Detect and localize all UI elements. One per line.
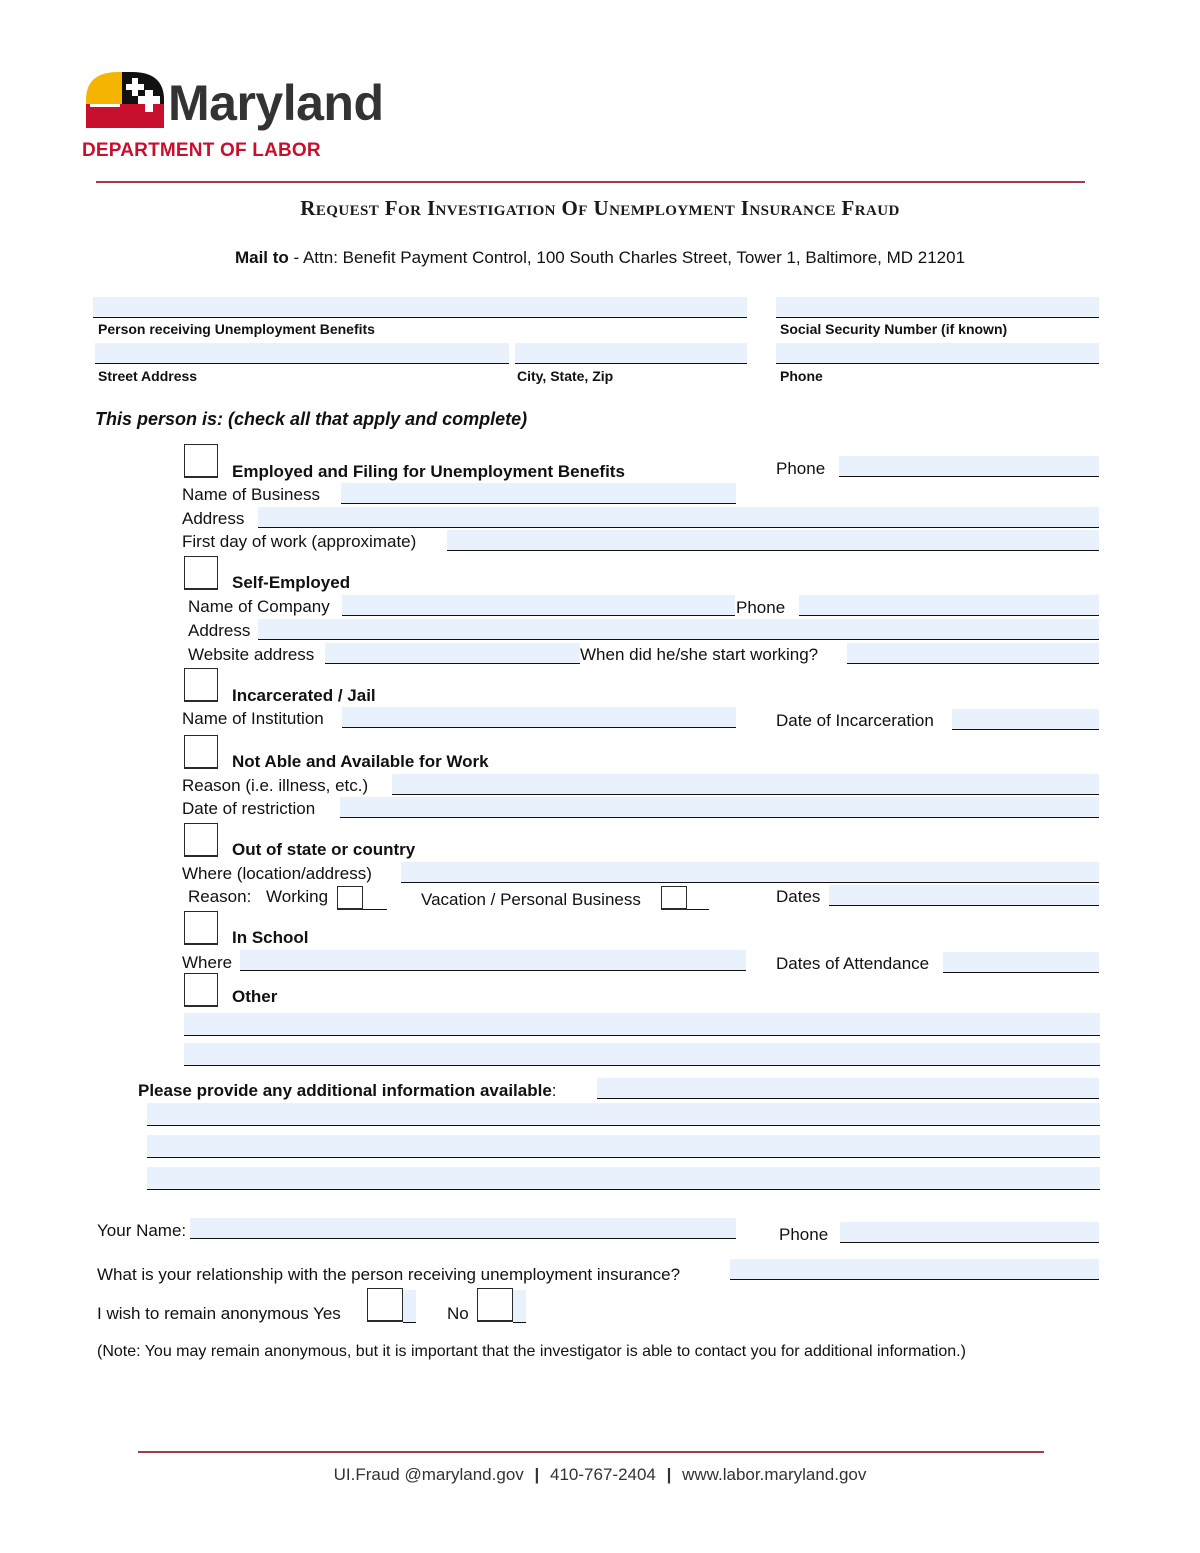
- logo-department: DEPARTMENT OF LABOR: [82, 140, 321, 161]
- footer-website[interactable]: www.labor.maryland.gov: [682, 1465, 867, 1484]
- school-checkbox[interactable]: [184, 911, 218, 945]
- additional-info-field-3[interactable]: [147, 1135, 1100, 1158]
- attendance-dates-label: Dates of Attendance: [776, 954, 930, 973]
- attendance-dates-field[interactable]: [943, 952, 1099, 973]
- employed-checkbox[interactable]: [184, 444, 218, 478]
- vacation-label: Vacation / Personal Business: [421, 890, 641, 909]
- your-name-label: Your Name:: [97, 1221, 187, 1240]
- self-employed-checkbox[interactable]: [184, 556, 218, 590]
- ssn-label: Social Security Number (if known): [780, 321, 1008, 337]
- subject-phone-field[interactable]: [776, 343, 1099, 364]
- footer-separator: |: [534, 1465, 540, 1484]
- anonymous-yes-checkbox[interactable]: [367, 1288, 403, 1322]
- city-state-zip-field[interactable]: [515, 343, 747, 364]
- footer-phone: 410-767-2404: [550, 1465, 656, 1484]
- self-employed-phone-field[interactable]: [799, 595, 1099, 616]
- employed-address-label: Address: [182, 509, 245, 528]
- maryland-flag-icon: [82, 70, 168, 128]
- school-label: In School: [232, 928, 309, 947]
- anonymous-no-checkbox-tail: [513, 1290, 526, 1323]
- out-of-state-dates-field[interactable]: [829, 885, 1099, 906]
- ssn-field[interactable]: [776, 297, 1099, 318]
- additional-info-field-1[interactable]: [597, 1078, 1099, 1099]
- incarcerated-checkbox[interactable]: [184, 668, 218, 702]
- out-of-state-checkbox[interactable]: [184, 823, 218, 857]
- header-rule: [96, 181, 1085, 183]
- institution-label: Name of Institution: [182, 709, 324, 728]
- restriction-date-field[interactable]: [340, 797, 1099, 818]
- logo-wordmark: Maryland: [168, 75, 384, 131]
- business-name-field[interactable]: [341, 483, 736, 504]
- additional-info-field-2[interactable]: [147, 1103, 1100, 1126]
- person-name-label: Person receiving Unemployment Benefits: [98, 321, 375, 337]
- not-able-reason-field[interactable]: [392, 774, 1099, 795]
- city-state-zip-label: City, State, Zip: [517, 368, 614, 384]
- first-day-label: First day of work (approximate): [182, 532, 417, 551]
- form-title: Request For Investigation Of Unemployment Insurance Fraud: [300, 196, 900, 220]
- your-phone-label: Phone: [779, 1225, 829, 1244]
- out-of-state-label: Out of state or country: [232, 840, 416, 859]
- other-field-line-2[interactable]: [184, 1043, 1100, 1066]
- website-label: Website address: [188, 645, 315, 664]
- self-employed-label: Self-Employed: [232, 573, 351, 592]
- working-label: Working: [266, 887, 329, 906]
- working-checkbox-line: [363, 909, 387, 910]
- additional-info-field-4[interactable]: [147, 1167, 1100, 1190]
- not-able-checkbox[interactable]: [184, 735, 218, 769]
- vacation-checkbox[interactable]: [661, 886, 687, 910]
- mail-to-line: [0, 248, 1200, 268]
- start-working-field[interactable]: [847, 643, 1099, 664]
- street-address-field[interactable]: [95, 343, 509, 364]
- status-heading: This person is: (check all that apply and complete): [95, 409, 528, 429]
- out-of-state-dates-label: Dates: [776, 887, 821, 906]
- first-day-field[interactable]: [447, 530, 1099, 551]
- school-where-field[interactable]: [240, 950, 746, 971]
- additional-info-label: [138, 1081, 557, 1101]
- out-of-state-where-label: Where (location/address): [182, 864, 372, 883]
- self-employed-address-label: Address: [188, 621, 251, 640]
- employed-phone-label: Phone: [776, 459, 826, 478]
- incarceration-date-field[interactable]: [952, 709, 1099, 730]
- relationship-field[interactable]: [730, 1259, 1099, 1280]
- maryland-logo: [82, 70, 412, 162]
- additional-info-colon: :: [551, 1081, 557, 1100]
- relationship-label: What is your relationship with the person receiving unemployment insurance?: [97, 1265, 681, 1284]
- company-name-field[interactable]: [342, 595, 735, 616]
- other-label: Other: [232, 987, 278, 1006]
- self-employed-phone-label: Phone: [736, 598, 786, 617]
- incarceration-date-label: Date of Incarceration: [776, 711, 934, 730]
- other-field-line-1[interactable]: [184, 1013, 1100, 1036]
- additional-info-text: Please provide any additional information available: [138, 1081, 552, 1100]
- out-of-state-reason-label: Reason:: [188, 887, 252, 906]
- person-name-field[interactable]: [93, 297, 747, 318]
- school-where-label: Where: [182, 953, 233, 972]
- website-field[interactable]: [325, 643, 580, 664]
- subject-phone-label: Phone: [780, 368, 823, 384]
- your-phone-field[interactable]: [840, 1222, 1099, 1243]
- incarcerated-label: Incarcerated / Jail: [232, 686, 376, 705]
- start-working-label: When did he/she start working?: [580, 645, 819, 664]
- company-name-label: Name of Company: [188, 597, 330, 616]
- employed-label: Employed and Filing for Unemployment Benefits: [232, 462, 625, 481]
- anonymous-note: (Note: You may remain anonymous, but it is important that the investigator is able to contact you for additional information.): [97, 1343, 966, 1360]
- footer-contact: [0, 1465, 1200, 1485]
- footer-rule: [138, 1451, 1044, 1453]
- business-name-label: Name of Business: [182, 485, 320, 504]
- street-address-label: Street Address: [98, 368, 198, 384]
- vacation-checkbox-line: [687, 909, 709, 910]
- not-able-reason-label: Reason (i.e. illness, etc.): [182, 776, 369, 795]
- mail-to-address: - Attn: Benefit Payment Control, 100 South Charles Street, Tower 1, Baltimore, MD 21201: [288, 248, 966, 267]
- self-employed-address-field[interactable]: [258, 619, 1099, 640]
- footer-separator: |: [666, 1465, 672, 1484]
- anonymous-yes-checkbox-tail: [403, 1290, 416, 1323]
- other-checkbox[interactable]: [184, 973, 218, 1007]
- working-checkbox[interactable]: [337, 886, 363, 910]
- institution-field[interactable]: [342, 707, 736, 728]
- not-able-label: Not Able and Available for Work: [232, 752, 489, 771]
- your-name-field[interactable]: [190, 1218, 736, 1239]
- mail-to-label: Mail to: [234, 248, 289, 267]
- anonymous-no-checkbox[interactable]: [477, 1288, 513, 1322]
- restriction-date-label: Date of restriction: [182, 799, 316, 818]
- anonymous-no-label: No: [447, 1304, 469, 1323]
- anonymous-label: I wish to remain anonymous Yes: [97, 1304, 341, 1323]
- footer-email[interactable]: UI.Fraud @maryland.gov: [333, 1465, 524, 1484]
- employed-address-field[interactable]: [258, 507, 1099, 528]
- out-of-state-where-field[interactable]: [401, 862, 1099, 883]
- employed-phone-field[interactable]: [839, 456, 1099, 477]
